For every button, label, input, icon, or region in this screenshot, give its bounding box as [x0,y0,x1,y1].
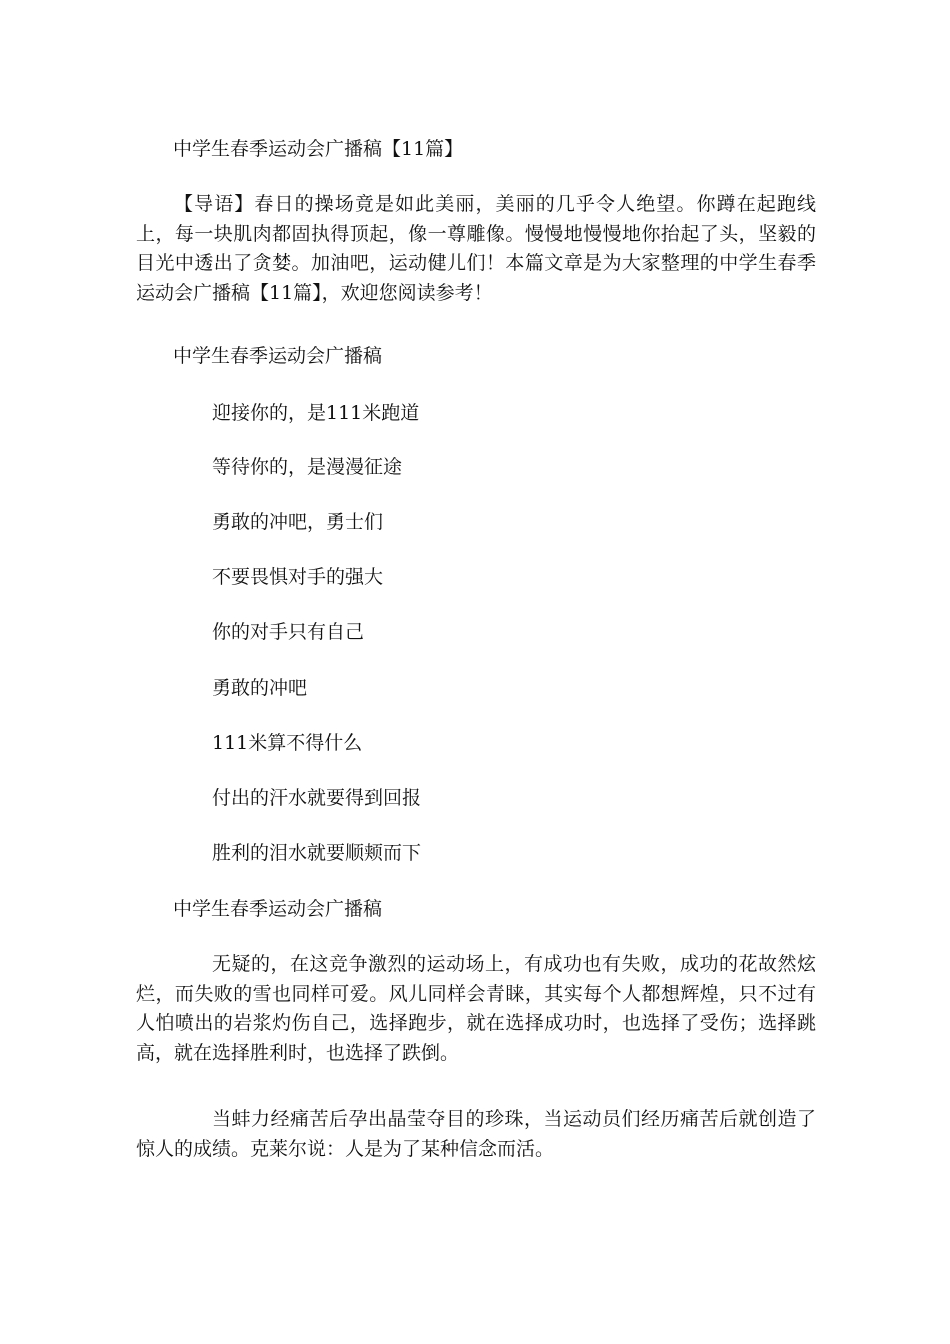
poem-line: 勇敢的冲吧 [212,677,308,699]
poem-line: 付出的汗水就要得到回报 [212,787,422,809]
poem-line: 你的对手只有自己 [212,621,365,643]
section-heading-2: 中学生春季运动会广播稿 [173,898,383,920]
intro-paragraph: 【导语】春日的操场竟是如此美丽，美丽的几乎令人绝望。你蹲在起跑线上，每一块肌肉都固执得顶起，像一尊雕像。慢慢地慢慢地你抬起了头，坚毅的目光中透出了贪婪。加油吧，运动健儿们！本篇文章是为大家整理的中学生春季运动会广播稿【11篇】，欢迎您阅读参考！ [136,193,816,304]
poem-line: 迎接你的，是111米跑道 [212,402,420,424]
poem-line: 111米算不得什么 [212,732,363,754]
poem-line: 等待你的，是漫漫征途 [212,456,403,478]
section-heading-1: 中学生春季运动会广播稿 [173,345,383,367]
document-title: 中学生春季运动会广播稿【11篇】 [173,138,464,160]
poem-line: 不要畏惧对手的强大 [212,566,384,588]
body-paragraph-2: 当蚌力经痛苦后孕出晶莹夺目的珍珠，当运动员们经历痛苦后就创造了惊人的成绩。克莱尔说：人是为了某种信念而活。 [136,1108,816,1160]
poem-line: 胜利的泪水就要顺颊而下 [212,842,422,864]
body-paragraph-1: 无疑的，在这竞争激烈的运动场上，有成功也有失败，成功的花故然炫烂，而失败的雪也同样可爱。风儿同样会青睐，其实每个人都想辉煌，只不过有人怕喷出的岩浆灼伤自己，选择跑步，就在选择成功时，也选择了受伤；选择跳高，就在选择胜利时，也选择了跌倒。 [136,953,816,1064]
poem-line: 勇敢的冲吧，勇士们 [212,511,384,533]
